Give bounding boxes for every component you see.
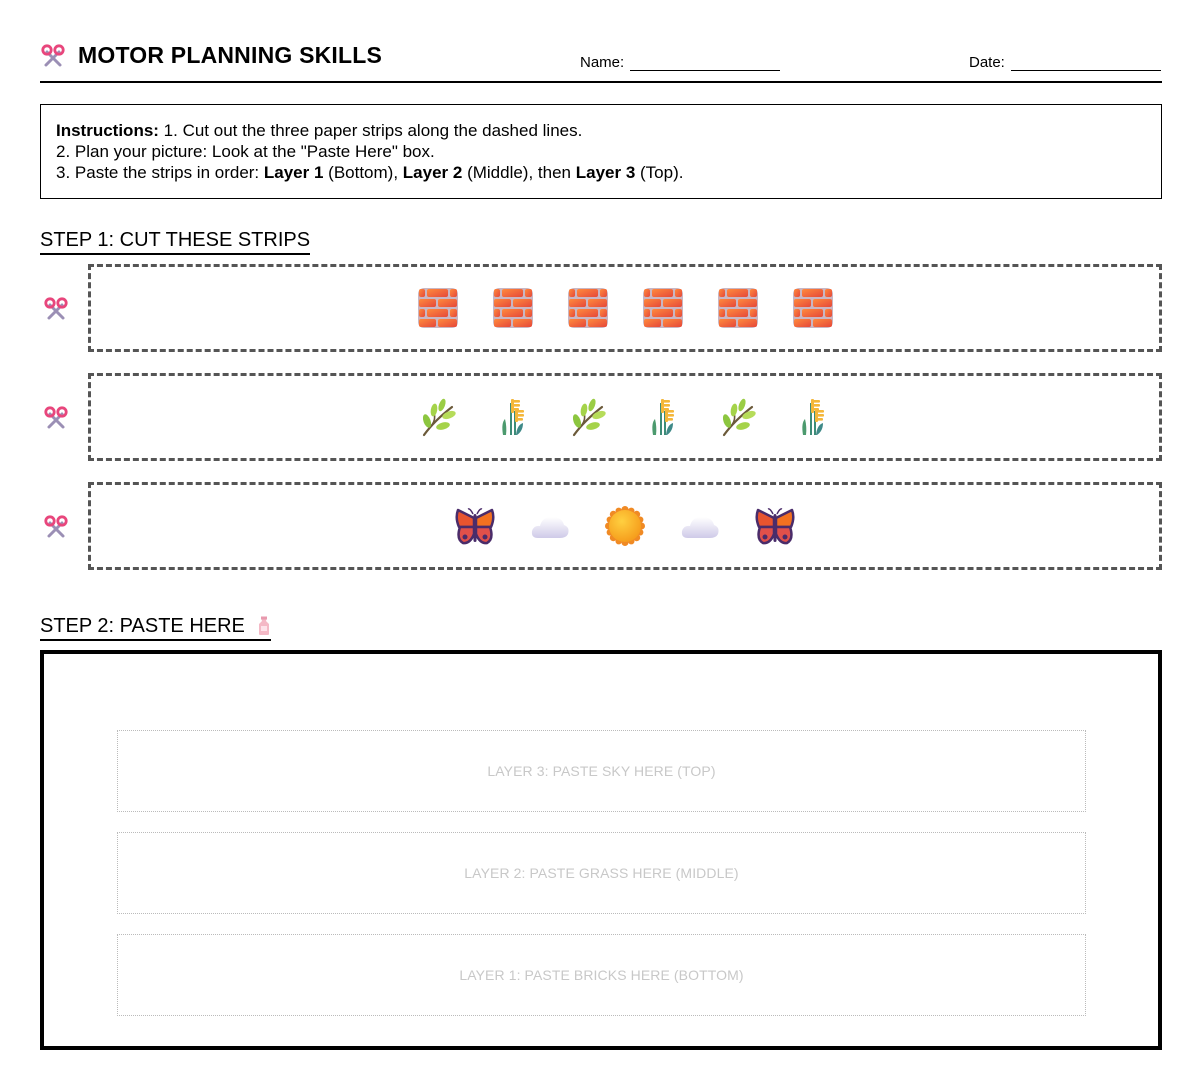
instructions-line-1: Instructions: 1. Cut out the three paper strips along the dashed lines.	[56, 121, 583, 140]
brick-icon	[568, 288, 608, 328]
bricks-strip[interactable]	[88, 264, 1162, 352]
butterfly-icon	[755, 506, 795, 546]
herb-icon	[718, 397, 758, 437]
sun-icon	[605, 506, 645, 546]
name-field[interactable]	[580, 54, 780, 71]
date-field[interactable]	[969, 54, 1161, 71]
page-title	[40, 42, 382, 69]
scissors-icon	[43, 296, 69, 322]
instructions-box	[40, 104, 1162, 199]
scissors-icon	[43, 405, 69, 431]
layer1-paste-zone[interactable]	[117, 934, 1086, 1016]
scissors-icon	[43, 514, 69, 540]
grass-strip[interactable]	[88, 373, 1162, 461]
brick-icon	[793, 288, 833, 328]
brick-icon	[493, 288, 533, 328]
brick-icon	[418, 288, 458, 328]
sky-strip-row	[40, 482, 1162, 570]
cloud-icon	[680, 506, 720, 546]
bricks-strip-row	[40, 264, 1162, 352]
brick-icon	[718, 288, 758, 328]
date-blank-line[interactable]	[1011, 57, 1161, 71]
grass-strip-row	[40, 373, 1162, 461]
scissors-icon	[40, 43, 66, 69]
sheaf-icon	[493, 397, 533, 437]
glue-icon	[257, 616, 271, 636]
layer2-paste-zone[interactable]	[117, 832, 1086, 914]
brick-icon	[643, 288, 683, 328]
instructions-line-2: 2. Plan your picture: Look at the "Paste Here" box.	[56, 142, 435, 161]
instructions-label: Instructions:	[56, 121, 159, 140]
layer3-paste-zone[interactable]	[117, 730, 1086, 812]
sheaf-icon	[643, 397, 683, 437]
layer1-label: LAYER 1: PASTE BRICKS HERE (BOTTOM)	[459, 967, 744, 983]
paste-area	[40, 650, 1162, 1050]
step2-heading: STEP 2: PASTE HERE	[40, 614, 271, 641]
layer2-label: LAYER 2: PASTE GRASS HERE (MIDDLE)	[464, 865, 739, 881]
herb-icon	[418, 397, 458, 437]
sheaf-icon	[793, 397, 833, 437]
name-label: Name:	[580, 54, 625, 71]
sky-strip[interactable]	[88, 482, 1162, 570]
date-label: Date:	[969, 54, 1005, 71]
worksheet-header	[40, 40, 1162, 83]
instructions-line-3: 3. Paste the strips in order: Layer 1 (Bottom), Layer 2 (Middle), then Layer 3 (Top).	[56, 163, 684, 182]
cloud-icon	[530, 506, 570, 546]
layer3-label: LAYER 3: PASTE SKY HERE (TOP)	[487, 763, 716, 779]
step1-heading: STEP 1: CUT THESE STRIPS	[40, 228, 310, 255]
page-title-text: MOTOR PLANNING SKILLS	[78, 42, 383, 68]
herb-icon	[568, 397, 608, 437]
butterfly-icon	[455, 506, 495, 546]
name-blank-line[interactable]	[630, 57, 780, 71]
